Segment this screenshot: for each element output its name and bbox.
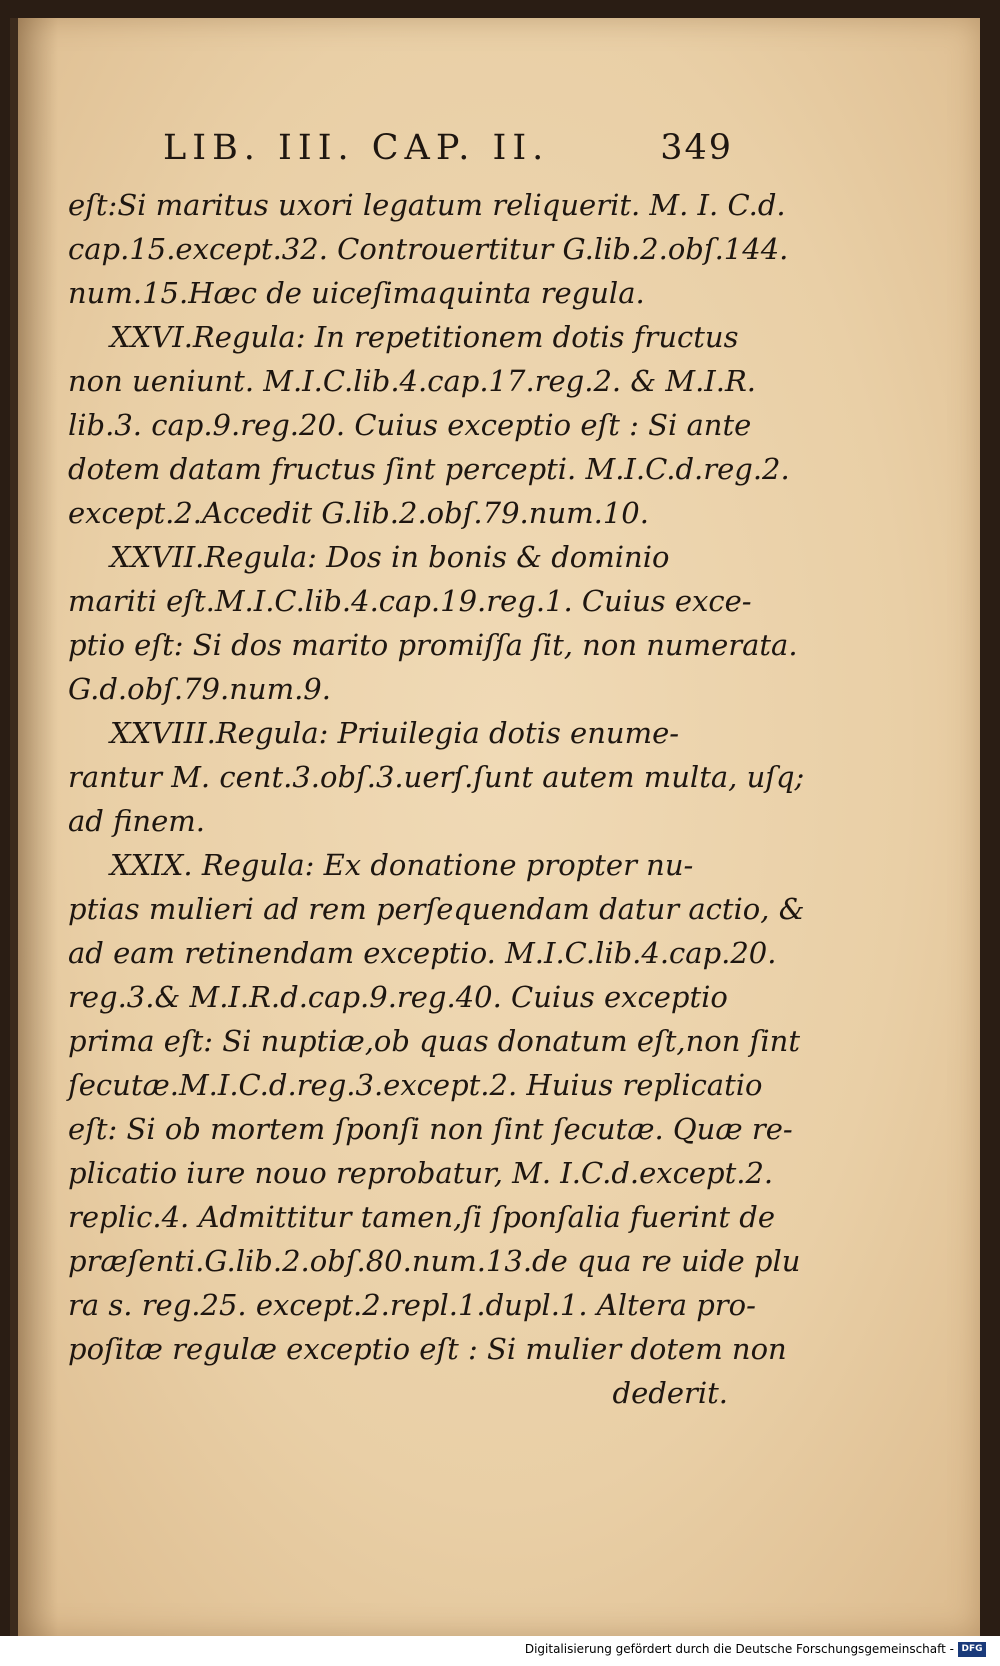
text-line: replic.4. Admittitur tamen,ſi ſponſalia fuerint de [68,1200,775,1234]
catchword: dederit. [612,1376,728,1410]
book-page [10,18,980,1636]
text-line: ptio eſt: Si dos marito promiſſa ſit, non numerata. [68,628,798,662]
text-line: ra s. reg.25. except.2.repl.1.dupl.1. Altera pro- [68,1288,756,1322]
text-line: ptias mulieri ad rem perſequendam datur actio, & [68,892,805,926]
running-head: LIB. III. CAP. II. [163,128,550,168]
text-line: eſt:Si maritus uxori legatum reliquerit. M. I. C.d. [68,188,786,222]
text-line: poſitæ regulæ exceptio eſt : Si mulier dotem non [68,1332,787,1366]
page-number: 349 [660,128,733,168]
text-line: except.2.Accedit G.lib.2.obſ.79.num.10. [68,496,649,530]
text-line: XXVII.Regula: Dos in bonis & dominio [110,540,670,574]
text-line: lib.3. cap.9.reg.20. Cuius exceptio eſt : Si ante [68,408,752,442]
text-line: rantur M. cent.3.obſ.3.uerſ.ſunt autem multa, uſq; [68,760,805,794]
text-line: ad eam retinendam exceptio. M.I.C.lib.4.cap.20. [68,936,777,970]
body-text [68,183,805,1415]
digitization-credit: Digitalisierung gefördert durch die Deutsche Forschungsgemeinschaft - [524,1642,954,1656]
text-line: eſt: Si ob mortem ſponſi non ſint ſecutæ. Quæ re- [68,1112,793,1146]
dfg-logo-icon: DFG [958,1642,986,1657]
text-line: præſenti.G.lib.2.obſ.80.num.13.de qua re uide plu [68,1244,801,1278]
text-line: prima eſt: Si nuptiæ,ob quas donatum eſt,non ſint [68,1024,800,1058]
text-line: cap.15.except.32. Controuertitur G.lib.2.obſ.144. [68,232,789,266]
text-line: ad finem. [68,804,205,838]
text-line: XXIX. Regula: Ex donatione propter nu- [110,848,694,882]
footer-bar [0,1636,1000,1666]
text-line: mariti eſt.M.I.C.lib.4.cap.19.reg.1. Cuius exce- [68,584,752,618]
text-line: num.15.Hæc de uiceſimaquinta regula. [68,276,645,310]
text-line: XXVI.Regula: In repetitionem dotis fructus [110,320,739,354]
text-line: non ueniunt. M.I.C.lib.4.cap.17.reg.2. & M.I.R. [68,364,757,398]
text-line: reg.3.& M.I.R.d.cap.9.reg.40. Cuius exceptio [68,980,728,1014]
page-header [163,128,733,178]
text-line: ſecutæ.M.I.C.d.reg.3.except.2. Huius replicatio [68,1068,763,1102]
text-line: plicatio iure nouo reprobatur, M. I.C.d.except.2. [68,1156,774,1190]
text-line: XXVIII.Regula: Priuilegia dotis enume- [110,716,680,750]
text-line: dotem datam fructus ſint percepti. M.I.C.d.reg.2. [68,452,790,486]
text-line: G.d.obſ.79.num.9. [68,672,331,706]
